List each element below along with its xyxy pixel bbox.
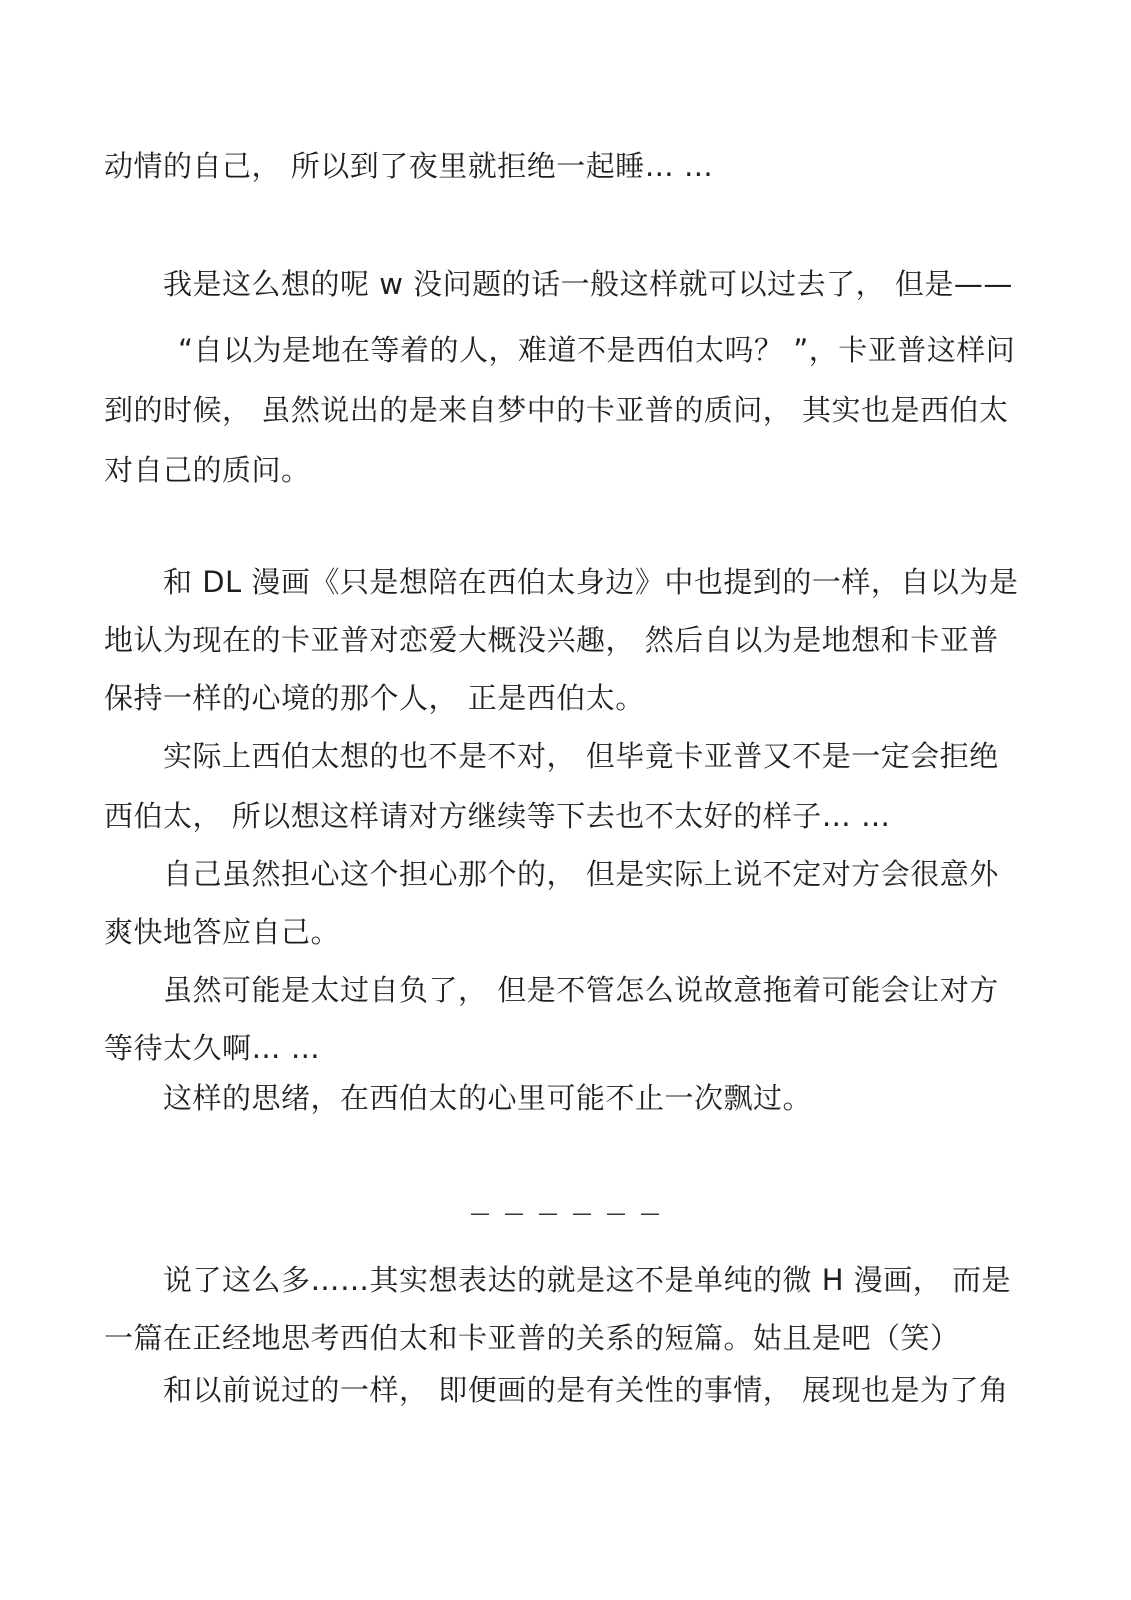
text-line: 实际上西伯太想的也不是不对， 但毕竟卡亚普又不是一定会拒绝 — [163, 739, 999, 773]
text-line: 西伯太， 所以想这样请对方继续等下去也不太好的样子… … — [104, 799, 891, 833]
text-line: 保持一样的心境的那个人， 正是西伯太。 — [104, 681, 645, 715]
section-separator: —————— — [470, 1201, 674, 1225]
text-line: 虽然可能是太过自负了， 但是不管怎么说故意拖着可能会让对方 — [163, 973, 999, 1007]
text-line: 爽快地答应自己。 — [104, 915, 341, 949]
text-line: 到的时候， 虽然说出的是来自梦中的卡亚普的质问， 其实也是西伯太 — [104, 393, 1009, 427]
text-line: 地认为现在的卡亚普对恋爱大概没兴趣， 然后自以为是地想和卡亚普 — [104, 623, 999, 657]
text-line: 等待太久啊… … — [104, 1031, 321, 1065]
text-line: 动情的自己， 所以到了夜里就拒绝一起睡… … — [104, 149, 714, 183]
text-line: “自以为是地在等着的人，难道不是西伯太吗？ ”，卡亚普这样问 — [178, 333, 1016, 367]
text-line: 和 DL 漫画《只是想陪在西伯太身边》中也提到的一样，自以为是 — [163, 565, 1019, 599]
text-line: 这样的思绪，在西伯太的心里可能不止一次飘过。 — [163, 1081, 813, 1115]
text-line: 和以前说过的一样， 即便画的是有关性的事情， 展现也是为了角 — [163, 1373, 1009, 1407]
text-line: 对自己的质问。 — [104, 453, 311, 487]
text-line: 说了这么多……其实想表达的就是这不是单纯的微 H 漫画， 而是 — [163, 1263, 1011, 1297]
text-line: 一篇在正经地思考西伯太和卡亚普的关系的短篇。姑且是吧（笑） — [104, 1321, 960, 1355]
text-line: 我是这么想的呢 w 没问题的话一般这样就可以过去了， 但是—— — [163, 267, 1013, 301]
text-line: 自己虽然担心这个担心那个的， 但是实际上说不定对方会很意外 — [163, 857, 999, 891]
